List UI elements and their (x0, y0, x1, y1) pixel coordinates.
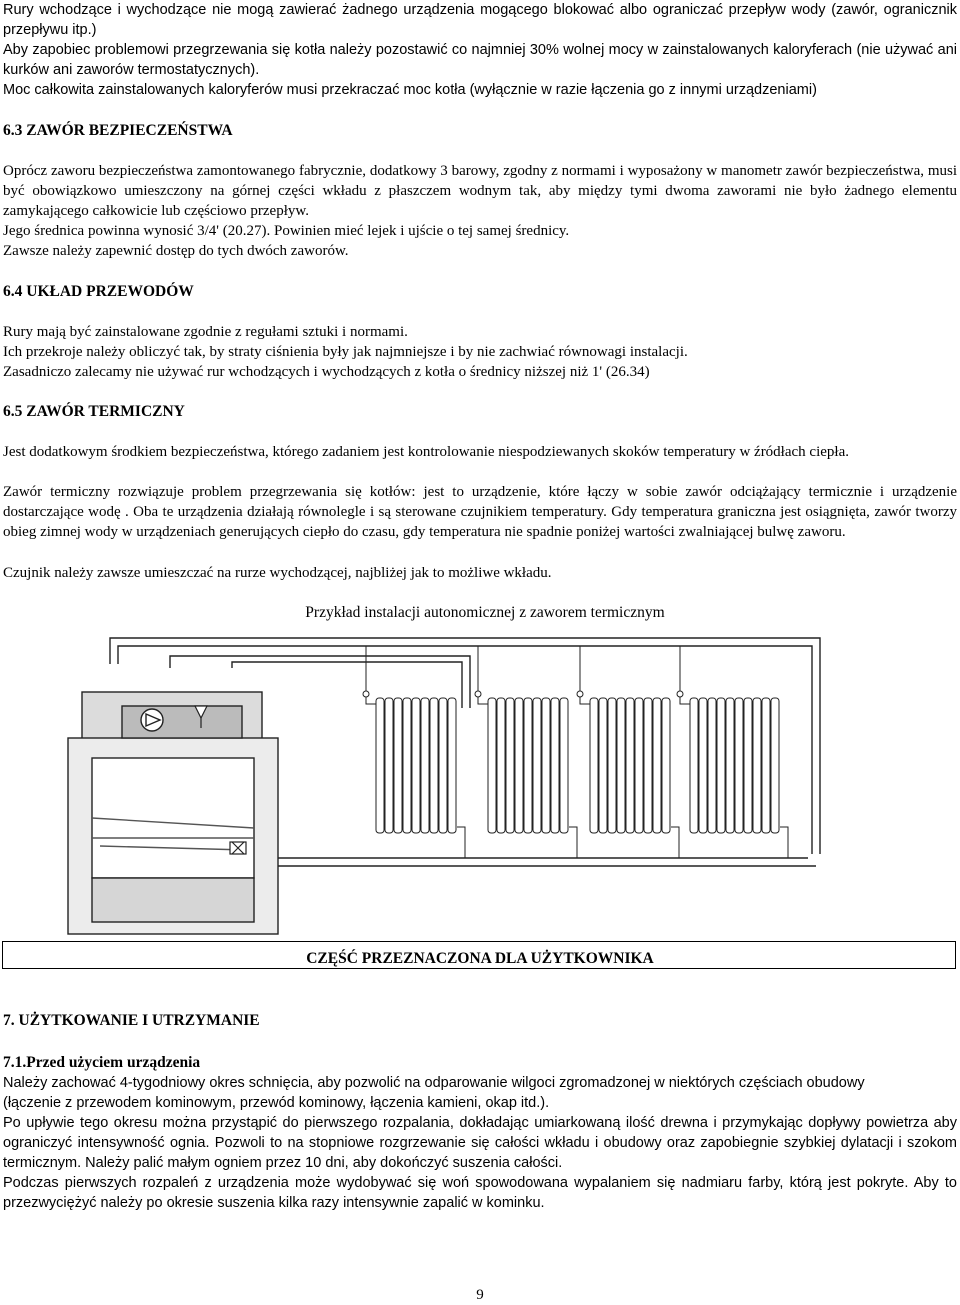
return-pipe-outer (236, 828, 816, 866)
s64-paragraph-1: Rury mają być zainstalowane zgodnie z regułami sztuki i normami. (3, 324, 408, 340)
section-heading-6-4: 6.4 UKŁAD PRZEWODÓW (3, 283, 194, 300)
section-heading-6-5: 6.5 ZAWÓR TERMICZNY (3, 403, 185, 420)
radiator-2 (475, 646, 577, 858)
subsection-heading-7-1: 7.1.Przed użyciem urządzenia (3, 1054, 201, 1071)
intro-paragraph-1: Rury wchodzące i wychodzące nie mogą zawierać żadnego urządzenia mogącego blokować albo ograniczać przepływ wody (zawór, ogranicznik przepływu itp.) (3, 2, 957, 38)
figure-caption: Przykład instalacji autonomicznej z zaworem termicznym (305, 604, 665, 621)
user-section-banner-title: CZĘŚĆ PRZEZNACZONA DLA UŻYTKOWNIKA (306, 950, 654, 967)
intro-paragraph-2: Aby zapobiec problemowi przegrzewania się kotła należy pozostawić co najmniej 30% wolnej mocy w zainstalowanych kaloryferach (nie używać ani kurków ani zaworów termostatycznych). (3, 42, 957, 78)
section-heading-7: 7. UŻYTKOWANIE I UTRZYMANIE (3, 1012, 260, 1029)
pump-icon (141, 709, 163, 731)
radiator-4 (677, 646, 788, 858)
page-number: 9 (476, 1287, 484, 1303)
s63-paragraph-1: Oprócz zaworu bezpieczeństwa zamontowanego fabrycznie, dodatkowy 3 barowy, zgodny z normami i wyposażony w manometr zawór bezpieczeństwa, musi być obowiązkowo umieszczony na górnej części wkładu z płaszczem wodnym tak, aby między tymi dwoma zaworami nie było żadnego elementu zamykającego całkowicie lub częściowo przepływ. (3, 163, 957, 219)
s65-paragraph-3: Czujnik należy zawsze umieszczać na rurze wychodzącej, najbliżej jak to możliwe wkładu. (3, 565, 552, 581)
installation-diagram-svg (0, 628, 960, 958)
s64-paragraph-2: Ich przekroje należy obliczyć tak, by straty ciśnienia były jak najmniejsze i by nie zachwiać równowagi instalacji. (3, 344, 688, 360)
s7-paragraph-2: Po upływie tego okresu można przystąpić do pierwszego rozpalania, dokładając umiarkowaną ilość drewna i przymykając dopływy powietrza aby ograniczyć intensywność ognia. Pozwoli to na stopniowe rozgrzewanie się całości wkładu i obudowy oraz zapobiegnie szybkiej dylatacji i szokom termicznym. Należy palić małym ogniem przez 10 dni, aby dokończyć suszenia całości. (3, 1115, 957, 1171)
s65-paragraph-1: Jest dodatkowym środkiem bezpieczeństwa, którego zadaniem jest kontrolowanie niespodziewanych skoków temperatury w źródłach ciepła. (3, 444, 849, 460)
s7-paragraph-1: Należy zachować 4-tygodniowy okres schnięcia, aby pozwolić na odparowanie wilgoci zgromadzonej w niektórych częściach obudowy (łączenie z przewodem kominowym, przewód kominowy, łączenia kamieni, okap itd.). (3, 1075, 865, 1111)
intro-paragraph-3: Moc całkowita zainstalowanych kaloryferów musi przekraczać moc kotła (wyłącznie w razie łączenia go z innymi urządzeniami) (3, 82, 817, 98)
radiator-1 (363, 646, 465, 858)
section-heading-6-3: 6.3 ZAWÓR BEZPIECZEŃSTWA (3, 122, 233, 139)
radiator-3 (577, 646, 679, 858)
s65-paragraph-2: Zawór termiczny rozwiązuje problem przegrzewania się kotłów: jest to urządzenie, które łączy w sobie zawór odciążający termicznie i urządzenie dostarczające wodę . Oba te urządzenia działają równolegle i są sterowane czujnikiem temperatury. Gdy temperatura graniczna jest osiągnięta, zawór tworzy obieg zimnej wody w urządzeniach generujących ciepło do czasu, gdy temperatura nie spadnie poniżej wartości zwalniającej bulwę zaworu. (3, 484, 957, 540)
s63-paragraph-2: Jego średnica powinna wynosić 3/4' (20.27). Powinien mieć lejek i ujście o tej samej średnicy. (3, 223, 570, 239)
s63-paragraph-3: Zawsze należy zapewnić dostęp do tych dwóch zaworów. (3, 243, 349, 259)
s7-paragraph-3: Podczas pierwszych rozpaleń z urządzenia może wydobywać się woń spowodowana wypalaniem się nadmiaru farby, którą jest pokryte. Aby to przezwyciężyć należy po okresie suszenia kilka razy intensywnie zapalić w kominku. (3, 1175, 957, 1211)
boiler-insert (68, 692, 278, 934)
thermal-valve-icon (230, 842, 246, 854)
installation-diagram (0, 628, 960, 958)
s64-paragraph-3: Zasadniczo zalecamy nie używać rur wchodzących i wychodzących z kotła o średnicy niższej niż 1' (26.34) (3, 364, 650, 380)
